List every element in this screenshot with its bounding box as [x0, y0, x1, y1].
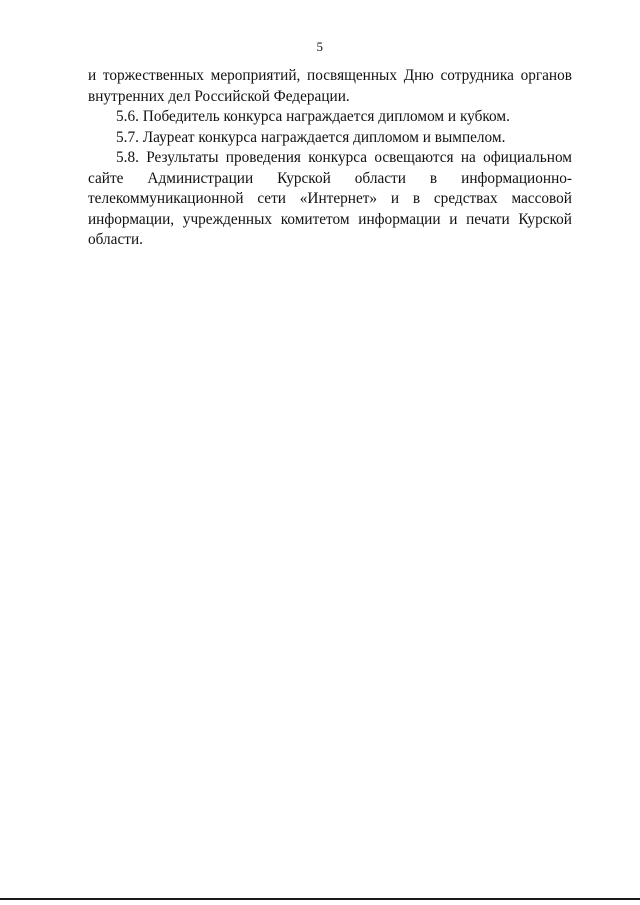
paragraph-5-7: 5.7. Лауреат конкурса награждается дипломом и вымпелом. [116, 128, 506, 146]
page-bottom-edge [0, 898, 640, 900]
page-number: 5 [316, 39, 324, 54]
paragraph-5-8: 5.8. Результаты проведения конкурса освещаются на официальном сайте Администрации Курской области в информационно-телекоммуникационной сети «Интернет» и в средствах массовой информации, учрежденных комитетом информации и печати Курской области. [88, 149, 572, 248]
paragraph-continuation: и торжественных мероприятий, посвященных Дню сотрудника органов внутренних дел Российской Федерации. [88, 67, 572, 105]
document-body [88, 66, 572, 251]
paragraph-5-6: 5.6. Победитель конкурса награждается дипломом и кубком. [116, 108, 510, 125]
